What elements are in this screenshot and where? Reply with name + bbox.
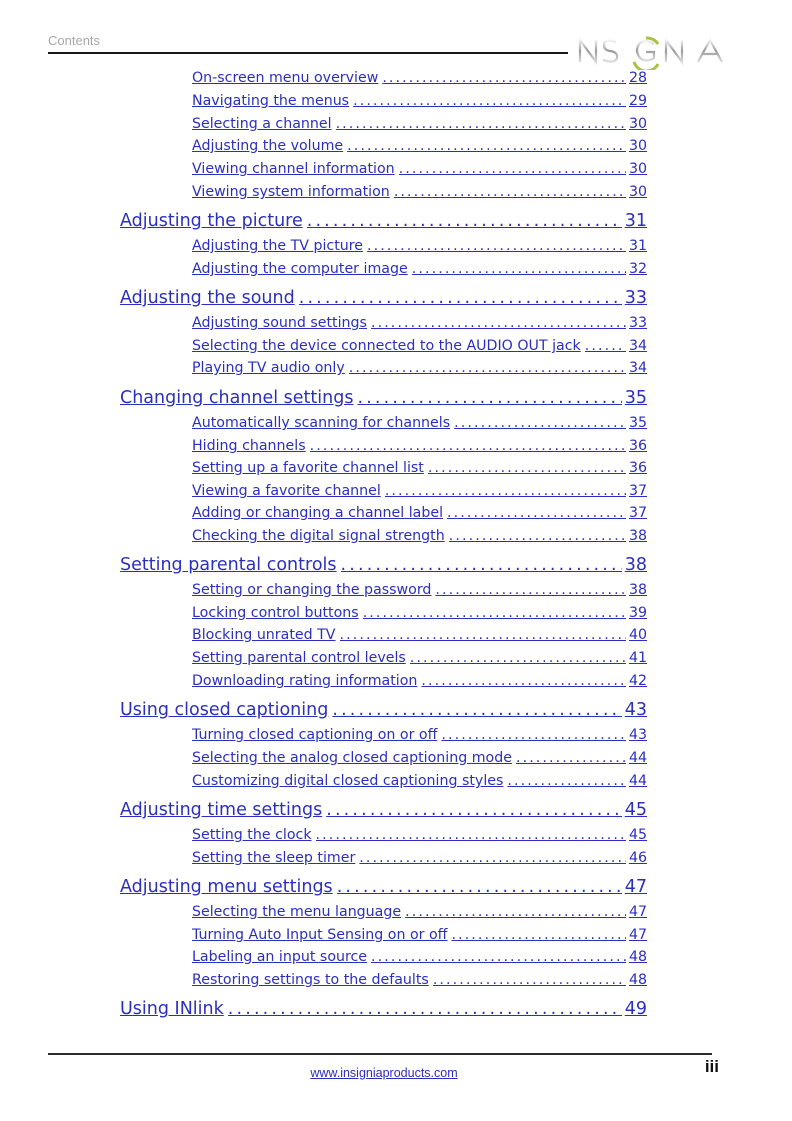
toc-entry-title: Downloading rating information	[192, 673, 418, 689]
toc-subsection-link[interactable]	[192, 904, 647, 920]
toc-entry-title: Setting or changing the password	[192, 582, 432, 598]
toc-dot-leader	[332, 700, 621, 720]
toc-entry-title: Adding or changing a channel label	[192, 505, 444, 521]
toc-page-number: 33	[624, 288, 647, 308]
toc-page-number: 38	[624, 555, 647, 575]
toc-entry-title: Automatically scanning for channels	[192, 415, 451, 431]
toc-entry-title: On-screen menu overview	[192, 70, 379, 86]
toc-entry-title: Setting parental controls	[120, 555, 337, 575]
toc-entry-title: Adjusting the picture	[120, 211, 303, 231]
toc-dot-leader	[371, 949, 626, 965]
toc-subsection-link[interactable]	[192, 827, 647, 843]
toc-page-number: 30	[628, 161, 647, 177]
toc-dot-leader	[347, 138, 626, 154]
toc-subsection-link[interactable]	[192, 70, 647, 86]
toc-page-number: 47	[624, 877, 647, 897]
toc-entry-title: Checking the digital signal strength	[192, 528, 445, 544]
toc-entry-title: Viewing system information	[192, 184, 390, 200]
toc-dot-leader	[336, 116, 626, 132]
toc-dot-leader	[410, 650, 626, 666]
toc-subsection-link[interactable]	[192, 750, 647, 766]
toc-subsection-link[interactable]	[192, 93, 647, 109]
toc-entry-title: Setting the sleep timer	[192, 850, 356, 866]
toc-page-number: 32	[628, 261, 647, 277]
toc-entry-title: Locking control buttons	[192, 605, 359, 621]
header-section-label: Contents	[48, 33, 101, 48]
toc-subsection-link[interactable]	[192, 483, 647, 499]
toc-entry-title: Selecting the device connected to the AUDIO OUT jack	[192, 338, 581, 354]
toc-subsection-link[interactable]	[192, 138, 647, 154]
toc-subsection-link[interactable]	[192, 673, 647, 689]
toc-section-link[interactable]	[120, 555, 647, 575]
toc-dot-leader	[307, 211, 622, 231]
toc-subsection-link[interactable]	[192, 261, 647, 277]
toc-entry-title: Selecting the analog closed captioning mode	[192, 750, 512, 766]
toc-page-number: 49	[624, 999, 647, 1019]
toc-dot-leader	[316, 827, 626, 843]
toc-page-number: 34	[628, 360, 647, 376]
toc-subsection-link[interactable]	[192, 528, 647, 544]
toc-page-number: 47	[628, 904, 647, 920]
toc-section-link[interactable]	[120, 288, 647, 308]
toc-page-number: 42	[628, 673, 647, 689]
toc-entry-title: Adjusting the computer image	[192, 261, 408, 277]
toc-page-number: 46	[628, 850, 647, 866]
toc-entry-title: Setting up a favorite channel list	[192, 460, 424, 476]
toc-subsection-link[interactable]	[192, 360, 647, 376]
toc-page-number: 45	[624, 800, 647, 820]
toc-dot-leader	[435, 582, 626, 598]
toc-subsection-link[interactable]	[192, 415, 647, 431]
toc-page-number: 37	[628, 483, 647, 499]
toc-page-number: 35	[624, 388, 647, 408]
toc-entry-title: Playing TV audio only	[192, 360, 345, 376]
toc-dot-leader	[428, 460, 626, 476]
toc-entry-title: Turning Auto Input Sensing on or off	[192, 927, 448, 943]
toc-dot-leader	[451, 927, 625, 943]
toc-subsection-link[interactable]	[192, 650, 647, 666]
toc-dot-leader	[371, 315, 626, 331]
toc-dot-leader	[394, 184, 626, 200]
toc-entry-title: Adjusting the volume	[192, 138, 344, 154]
header-rule	[48, 52, 568, 54]
toc-dot-leader	[399, 161, 626, 177]
toc-entry-title: Adjusting menu settings	[120, 877, 333, 897]
toc-subsection-link[interactable]	[192, 972, 647, 988]
toc-page-number: 45	[628, 827, 647, 843]
toc-dot-leader	[340, 627, 626, 643]
toc-section-link[interactable]	[120, 877, 647, 897]
toc-dot-leader	[447, 505, 626, 521]
toc-dot-leader	[405, 904, 626, 920]
footer-website-link[interactable]: www.insigniaproducts.com	[310, 1066, 458, 1080]
toc-page-number: 30	[628, 184, 647, 200]
toc-page-number: 38	[628, 528, 647, 544]
toc-page-number: 33	[628, 315, 647, 331]
toc-page-number: 48	[628, 949, 647, 965]
toc-section-link[interactable]	[120, 800, 647, 820]
toc-dot-leader	[367, 238, 626, 254]
toc-entry-title: Changing channel settings	[120, 388, 354, 408]
toc-section-link[interactable]	[120, 700, 647, 720]
toc-page-number: 35	[628, 415, 647, 431]
toc-dot-leader	[454, 415, 626, 431]
toc-page-number: 44	[628, 750, 647, 766]
toc-dot-leader	[441, 727, 626, 743]
toc-entry-title: Viewing channel information	[192, 161, 395, 177]
toc-page-number: 31	[624, 211, 647, 231]
toc-subsection-link[interactable]	[192, 116, 647, 132]
toc-dot-leader	[310, 438, 626, 454]
toc-entry-title: Using closed captioning	[120, 700, 329, 720]
toc-entry-title: Adjusting time settings	[120, 800, 323, 820]
toc-page-number: 48	[628, 972, 647, 988]
toc-entry-title: Viewing a favorite channel	[192, 483, 381, 499]
toc-entry-title: Setting the clock	[192, 827, 312, 843]
toc-dot-leader	[337, 877, 622, 897]
toc-subsection-link[interactable]	[192, 727, 647, 743]
toc-page-number: 36	[628, 460, 647, 476]
toc-entry-title: Restoring settings to the defaults	[192, 972, 429, 988]
toc-entry-title: Labeling an input source	[192, 949, 368, 965]
toc-page-number: 43	[624, 700, 647, 720]
toc-dot-leader	[385, 483, 626, 499]
toc-subsection-link[interactable]	[192, 773, 647, 789]
toc-dot-leader	[357, 388, 621, 408]
toc-page-number: 38	[628, 582, 647, 598]
toc-dot-leader	[412, 261, 626, 277]
toc-subsection-link[interactable]	[192, 161, 647, 177]
toc-entry-title: Hiding channels	[192, 438, 306, 454]
toc-dot-leader	[326, 800, 622, 820]
insignia-logo	[566, 30, 726, 70]
toc-subsection-link[interactable]	[192, 238, 647, 254]
toc-entry-title: Selecting a channel	[192, 116, 332, 132]
toc-entry-title: Navigating the menus	[192, 93, 350, 109]
toc-entry-title: Blocking unrated TV	[192, 627, 336, 643]
toc-page-number: 44	[628, 773, 647, 789]
toc-dot-leader	[341, 555, 622, 575]
toc-dot-leader	[299, 288, 622, 308]
toc-page-number: 39	[628, 605, 647, 621]
toc-dot-leader	[363, 605, 626, 621]
toc-subsection-link[interactable]	[192, 438, 647, 454]
toc-subsection-link[interactable]	[192, 460, 647, 476]
toc-entry-title: Setting parental control levels	[192, 650, 406, 666]
toc-page-number: 40	[628, 627, 647, 643]
footer-page-number: iii	[704, 1057, 719, 1076]
toc-page-number: 30	[628, 138, 647, 154]
toc-page-number: 34	[628, 338, 647, 354]
toc-entry-title: Adjusting sound settings	[192, 315, 367, 331]
toc-entry-title: Adjusting the TV picture	[192, 238, 364, 254]
toc-dot-leader	[507, 773, 626, 789]
toc-page-number: 30	[628, 116, 647, 132]
toc-section-link[interactable]	[120, 388, 647, 408]
toc-dot-leader	[228, 999, 622, 1019]
toc-entry-title: Selecting the menu language	[192, 904, 402, 920]
toc-page-number: 41	[628, 650, 647, 666]
toc-page-number: 43	[628, 727, 647, 743]
toc-dot-leader	[421, 673, 626, 689]
toc-subsection-link[interactable]	[192, 184, 647, 200]
toc-subsection-link[interactable]	[192, 582, 647, 598]
toc-dot-leader	[585, 338, 626, 354]
toc-dot-leader	[449, 528, 626, 544]
toc-subsection-link[interactable]	[192, 627, 647, 643]
toc-subsection-link[interactable]	[192, 605, 647, 621]
toc-subsection-link[interactable]	[192, 949, 647, 965]
toc-dot-leader	[353, 93, 626, 109]
toc-section-link[interactable]	[120, 211, 647, 231]
toc-dot-leader	[349, 360, 626, 376]
toc-dot-leader	[516, 750, 626, 766]
toc-subsection-link[interactable]	[192, 505, 647, 521]
toc-subsection-link[interactable]	[192, 850, 647, 866]
toc-entry-title: Turning closed captioning on or off	[192, 727, 438, 743]
toc-entry-title: Using INlink	[120, 999, 224, 1019]
toc-page-number: 31	[628, 238, 647, 254]
footer-rule	[48, 1053, 712, 1055]
toc-subsection-link[interactable]	[192, 338, 647, 354]
toc-subsection-link[interactable]	[192, 927, 647, 943]
toc-dot-leader	[433, 972, 626, 988]
toc-page-number: 47	[628, 927, 647, 943]
toc-page-number: 29	[628, 93, 647, 109]
toc-page-number: 37	[628, 505, 647, 521]
toc-dot-leader	[382, 70, 626, 86]
toc-entry-title: Adjusting the sound	[120, 288, 295, 308]
toc-entry-title: Customizing digital closed captioning styles	[192, 773, 504, 789]
toc-subsection-link[interactable]	[192, 315, 647, 331]
toc-page-number: 36	[628, 438, 647, 454]
toc-page-number: 28	[628, 70, 647, 86]
toc-dot-leader	[359, 850, 626, 866]
toc-section-link[interactable]	[120, 999, 647, 1019]
